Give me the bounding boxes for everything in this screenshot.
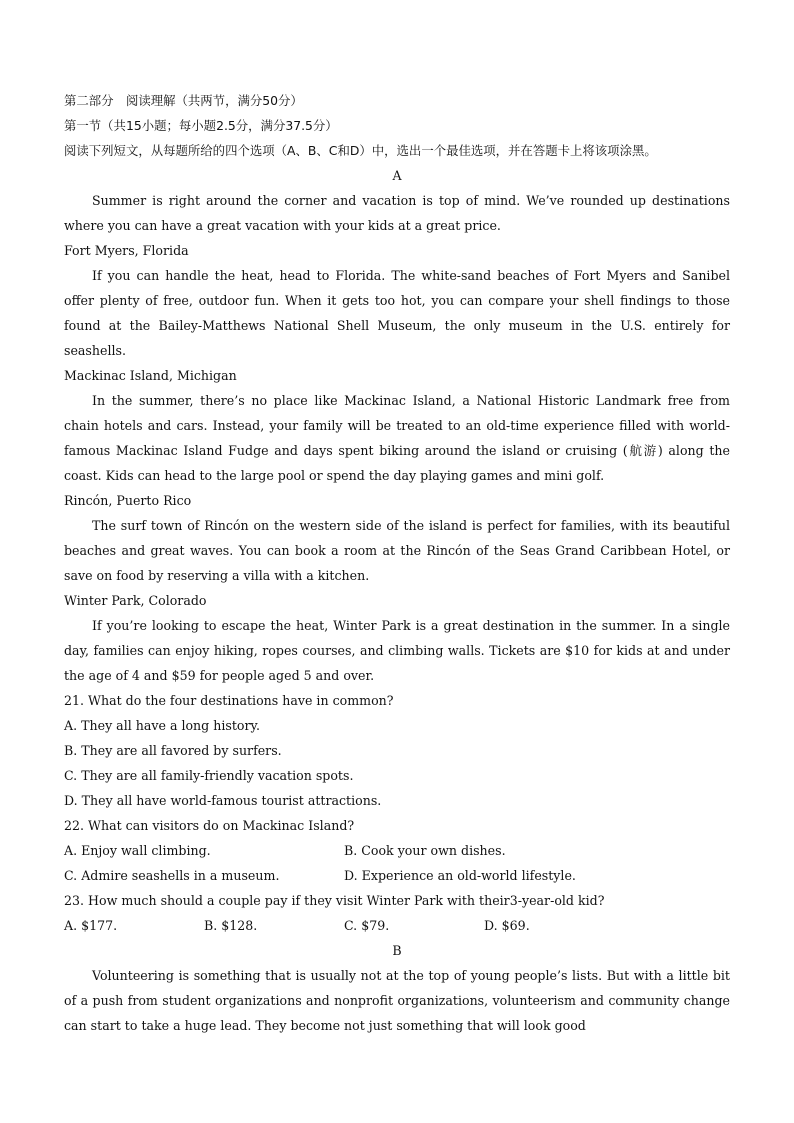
question-stem: 22. What can visitors do on Mackinac Island? bbox=[64, 818, 355, 833]
destination-text: If you can handle the heat, head to Florida. The white-sand beaches of Fort Myers and Sanibel offer plenty of free, outdoor fun. When it gets too hot, you can compare your shell findings to those found at the Bailey-Matthews National Shell Museum, the only museum in the U.S. entirely for seashells. bbox=[64, 268, 730, 358]
answer-option: B. $128. bbox=[204, 918, 258, 933]
answer-option-row bbox=[64, 863, 730, 888]
question-stem: 23. How much should a couple pay if they visit Winter Park with their3-year-old kid? bbox=[64, 893, 605, 908]
answer-option-row bbox=[64, 838, 730, 863]
destination-heading: Rincón, Puerto Rico bbox=[64, 493, 192, 508]
answer-option: A. $177. bbox=[64, 918, 118, 933]
exam-page bbox=[64, 88, 730, 1038]
answer-option: C. They are all family-friendly vacation spots. bbox=[64, 768, 354, 783]
answer-option: B. They are all favored by surfers. bbox=[64, 743, 282, 758]
part-heading: 第二部分 阅读理解（共两节，满分50分） bbox=[64, 93, 303, 108]
passage-a-intro: Summer is right around the corner and vacation is top of mind. We’ve rounded up destinations where you can have a great vacation with your kids at a great price. bbox=[64, 193, 730, 233]
destination-heading: Mackinac Island, Michigan bbox=[64, 368, 237, 383]
answer-option: B. Cook your own dishes. bbox=[344, 843, 506, 858]
destination-heading: Winter Park, Colorado bbox=[64, 593, 207, 608]
answer-option: C. Admire seashells in a museum. bbox=[64, 868, 280, 883]
section-heading: 第一节（共15小题；每小题2.5分，满分37.5分） bbox=[64, 118, 338, 133]
instruction-text: 阅读下列短文，从每题所给的四个选项（A、B、C和D）中，选出一个最佳选项，并在答题卡上将该项涂黑。 bbox=[64, 143, 657, 158]
answer-option: A. They all have a long history. bbox=[64, 718, 260, 733]
passage-a-letter: A bbox=[392, 168, 402, 183]
passage-b-text: Volunteering is something that is usually not at the top of young people’s lists. But with a little bit of a push from student organizations and nonprofit organizations, volunteerism and community change can start to take a huge lead. They become not just something that will look good bbox=[64, 968, 730, 1033]
answer-option: D. They all have world-famous tourist attractions. bbox=[64, 793, 382, 808]
passage-b-letter: B bbox=[392, 943, 402, 958]
destination-heading: Fort Myers, Florida bbox=[64, 243, 189, 258]
answer-option: D. $69. bbox=[484, 918, 530, 933]
destination-text: The surf town of Rincón on the western side of the island is perfect for families, with its beautiful beaches and great waves. You can book a room at the Rincón of the Seas Grand Caribbean Hotel, or save on food by reserving a villa with a kitchen. bbox=[64, 518, 730, 583]
destination-text: In the summer, there’s no place like Mackinac Island, a National Historic Landmark free from chain hotels and cars. Instead, your family will be treated to an old-time experience filled with world-famous Mackinac Island Fudge and days spent biking around the island or cruising (航游) along the coast. Kids can head to the large pool or spend the day playing games and mini golf. bbox=[64, 393, 730, 483]
answer-option-row bbox=[64, 913, 730, 938]
question-stem: 21. What do the four destinations have in common? bbox=[64, 693, 394, 708]
answer-option: A. Enjoy wall climbing. bbox=[64, 843, 211, 858]
destination-text: If you’re looking to escape the heat, Winter Park is a great destination in the summer. In a single day, families can enjoy hiking, ropes courses, and climbing walls. Tickets are $10 for kids at and under the age of 4 and $59 for people aged 5 and over. bbox=[64, 618, 730, 683]
answer-option: D. Experience an old-world lifestyle. bbox=[344, 868, 576, 883]
answer-option: C. $79. bbox=[344, 918, 390, 933]
